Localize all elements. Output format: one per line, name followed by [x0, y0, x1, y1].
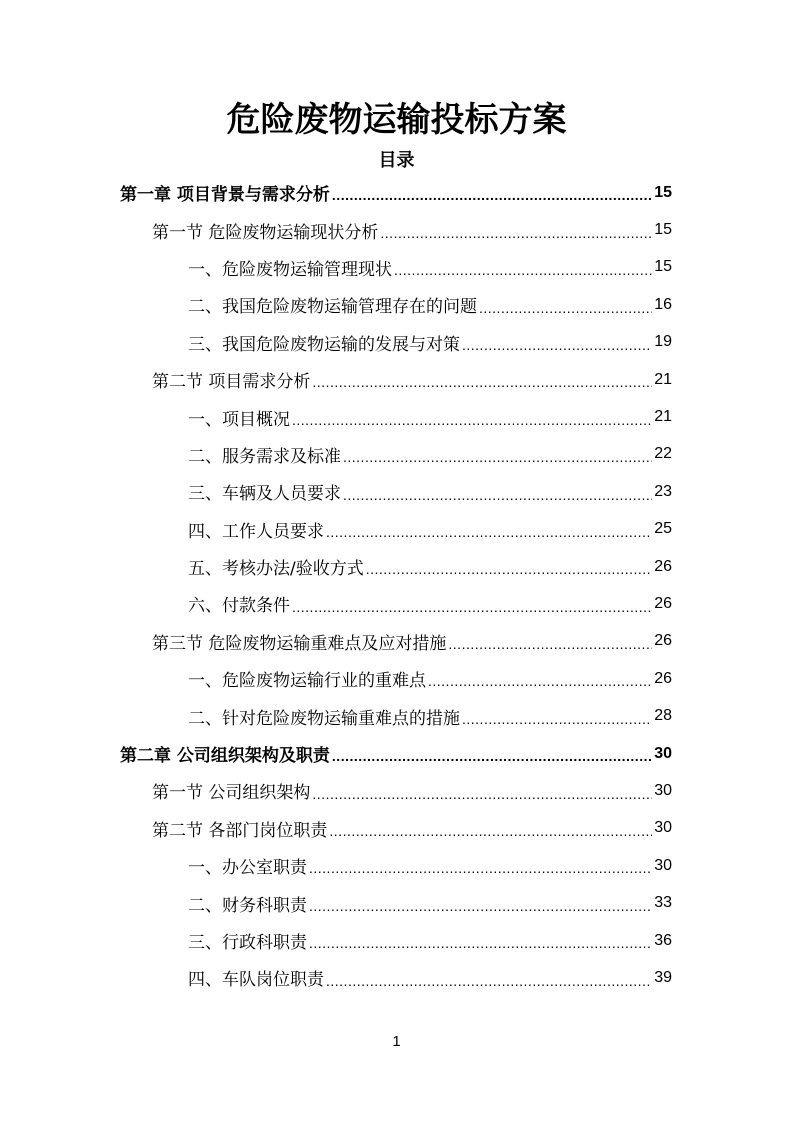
toc-entry-page: 15: [654, 183, 672, 201]
toc-entry-page: 30: [654, 856, 672, 874]
toc-entry[interactable]: [0, 660, 793, 697]
toc-entry-label: 三、行政科职责: [188, 933, 307, 953]
toc-entry-page: 26: [654, 632, 672, 650]
toc-entry[interactable]: [0, 623, 793, 660]
toc-entry[interactable]: [0, 548, 793, 585]
dot-leader: [366, 561, 652, 585]
toc-entry-page: 15: [654, 221, 672, 239]
toc-entry[interactable]: [0, 361, 793, 398]
toc-entry-page: 21: [654, 408, 672, 426]
toc-entry-page: 19: [654, 333, 672, 351]
toc-entry[interactable]: [0, 697, 793, 734]
dot-leader: [309, 860, 652, 884]
toc-entry[interactable]: [0, 286, 793, 323]
toc-entry-page: 26: [654, 557, 672, 575]
toc-entry-label: 二、服务需求及标准: [188, 446, 341, 467]
dot-leader: [312, 786, 652, 810]
toc-entry-label: 第一章 项目背景与需求分析: [120, 185, 330, 206]
toc-entry[interactable]: [0, 884, 793, 921]
toc-entry[interactable]: [0, 772, 793, 809]
dot-leader: [394, 262, 652, 286]
toc-entry-label: 二、针对危险废物运输重难点的措施: [188, 708, 460, 729]
toc-entry-label: 三、车辆及人员要求: [188, 484, 341, 505]
toc-entry-label: 二、财务科职责: [188, 895, 307, 916]
table-of-contents: [0, 174, 793, 997]
page-number: 1: [392, 1033, 401, 1050]
toc-entry-page: 15: [654, 258, 672, 276]
toc-entry-label: 第三节 危险废物运输重难点及应对措施: [152, 633, 447, 654]
toc-entry-page: 30: [654, 744, 672, 762]
toc-entry-page: 33: [654, 894, 672, 912]
toc-entry-label: 一、办公室职责: [188, 858, 307, 879]
dot-leader: [326, 524, 652, 548]
toc-entry[interactable]: [0, 211, 793, 248]
toc-entry[interactable]: [0, 810, 793, 847]
toc-entry[interactable]: [0, 735, 793, 772]
dot-leader: [343, 449, 652, 473]
toc-entry[interactable]: [0, 585, 793, 622]
dot-leader: [479, 300, 652, 324]
toc-entry[interactable]: [0, 847, 793, 884]
toc-entry[interactable]: [0, 324, 793, 361]
toc-entry-label: 第一节 公司组织架构: [152, 783, 311, 804]
dot-leader: [309, 898, 652, 922]
toc-entry-label: 一、危险废物运输行业的重难点: [188, 671, 426, 692]
toc-entry-page: 16: [654, 295, 672, 313]
toc-entry-page: 22: [654, 445, 672, 463]
dot-leader: [428, 673, 652, 697]
dot-leader: [448, 636, 652, 660]
toc-entry-page: 26: [654, 669, 672, 687]
toc-entry-page: 23: [654, 482, 672, 500]
toc-entry[interactable]: [0, 249, 793, 286]
toc-entry-label: 一、项目概况: [188, 409, 290, 430]
toc-entry-label: 第二节 项目需求分析: [152, 372, 311, 393]
toc-entry-page: 21: [654, 370, 672, 388]
dot-leader: [326, 973, 652, 997]
toc-entry-page: 26: [654, 594, 672, 612]
toc-entry-page: 36: [654, 931, 672, 949]
toc-entry[interactable]: [0, 398, 793, 435]
dot-leader: [332, 748, 652, 772]
toc-entry[interactable]: [0, 174, 793, 211]
toc-entry-page: 28: [654, 707, 672, 725]
dot-leader: [380, 225, 652, 249]
toc-entry-label: 三、我国危险废物运输的发展与对策: [188, 334, 460, 355]
toc-entry-label: 一、危险废物运输管理现状: [188, 259, 392, 280]
toc-entry-page: 39: [654, 968, 672, 986]
toc-entry-label: 五、考核办法/验收方式: [188, 559, 364, 580]
toc-heading: 目录: [378, 150, 415, 171]
dot-leader: [462, 711, 652, 735]
toc-entry-page: 30: [654, 819, 672, 837]
toc-entry[interactable]: [0, 922, 793, 959]
toc-entry[interactable]: [0, 473, 793, 510]
toc-entry-page: 30: [654, 781, 672, 799]
dot-leader: [462, 337, 652, 361]
dot-leader: [292, 599, 652, 623]
toc-entry-page: 25: [654, 520, 672, 538]
toc-entry-label: 第二节 各部门岗位职责: [152, 820, 328, 841]
toc-entry[interactable]: [0, 959, 793, 996]
toc-entry-label: 四、车队岗位职责: [188, 970, 324, 991]
toc-entry[interactable]: [0, 511, 793, 548]
dot-leader: [329, 823, 652, 847]
dot-leader: [309, 935, 652, 959]
toc-entry-label: 第二章 公司组织架构及职责: [120, 746, 330, 767]
dot-leader: [292, 412, 652, 436]
toc-entry-label: 第一节 危险废物运输现状分析: [152, 222, 379, 243]
dot-leader: [332, 187, 652, 211]
dot-leader: [343, 487, 652, 511]
document-title: 危险废物运输投标方案: [226, 100, 567, 140]
toc-entry-label: 二、我国危险废物运输管理存在的问题: [188, 297, 477, 318]
dot-leader: [312, 374, 652, 398]
toc-entry-label: 六、付款条件: [188, 596, 290, 617]
toc-entry[interactable]: [0, 436, 793, 473]
toc-entry-label: 四、工作人员要求: [188, 521, 324, 542]
